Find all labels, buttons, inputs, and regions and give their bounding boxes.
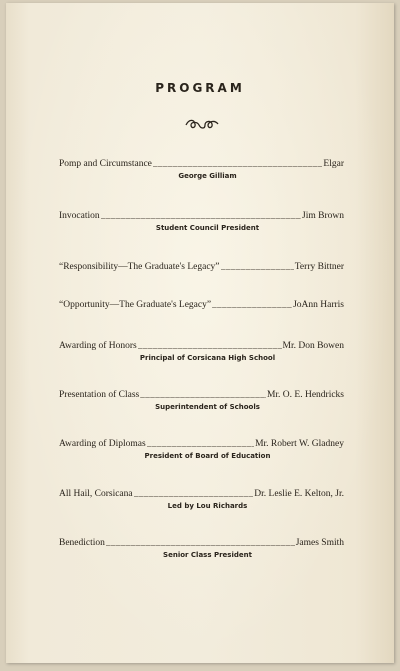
- item-performer: Mr. O. E. Hendricks: [266, 390, 344, 400]
- item-note: Student Council President: [155, 224, 260, 232]
- program-item: [59, 298, 344, 311]
- item-performer: JoAnn Harris: [293, 300, 344, 310]
- item-title: “Opportunity—The Graduate's Legacy”: [59, 300, 212, 310]
- dot-leader: [138, 339, 282, 351]
- item-performer: James Smith: [295, 538, 344, 548]
- item-performer: Mr. Don Bowen: [282, 341, 344, 351]
- item-title: “Responsibility—The Graduate's Legacy”: [59, 262, 220, 272]
- item-title: Benediction: [59, 538, 105, 548]
- item-title: Awarding of Diplomas: [59, 439, 146, 449]
- dot-leader: [106, 536, 295, 548]
- item-performer: Mr. Robert W. Gladney: [255, 439, 344, 449]
- program-page: [6, 3, 394, 663]
- program-item: [59, 339, 344, 363]
- item-note: Led by Lou Richards: [167, 502, 248, 510]
- program-item: [59, 260, 344, 273]
- item-title: Pomp and Circumstance: [59, 159, 152, 169]
- dot-leader: [147, 437, 254, 449]
- page-title: PROGRAM: [155, 81, 245, 95]
- scroll-flourish-icon: [184, 117, 220, 131]
- item-performer: Jim Brown: [302, 211, 344, 221]
- item-note: Principal of Corsicana High School: [139, 354, 276, 362]
- program-item: [59, 487, 344, 511]
- program-item: [59, 388, 344, 412]
- dot-leader: [153, 157, 323, 169]
- item-note: Senior Class President: [163, 551, 252, 559]
- item-performer: Terry Bittner: [294, 262, 344, 272]
- item-title: Presentation of Class: [59, 390, 140, 400]
- program-item: [59, 157, 344, 181]
- program-item: [59, 209, 344, 233]
- program-item: [59, 437, 344, 461]
- item-note: President of Board of Education: [144, 452, 271, 460]
- dot-leader: [101, 209, 301, 221]
- dot-leader: [221, 260, 294, 272]
- item-performer: Elgar: [323, 159, 344, 169]
- item-title: Invocation: [59, 211, 100, 221]
- item-performer: Dr. Leslie E. Kelton, Jr.: [254, 489, 344, 499]
- item-note: Superintendent of Schools: [155, 403, 260, 411]
- program-item: [59, 536, 344, 560]
- dot-leader: [140, 388, 266, 400]
- dot-leader: [134, 487, 254, 499]
- item-note: George Gilliam: [178, 172, 237, 180]
- item-title: Awarding of Honors: [59, 341, 137, 351]
- item-title: All Hail, Corsicana: [59, 489, 133, 499]
- dot-leader: [212, 298, 292, 310]
